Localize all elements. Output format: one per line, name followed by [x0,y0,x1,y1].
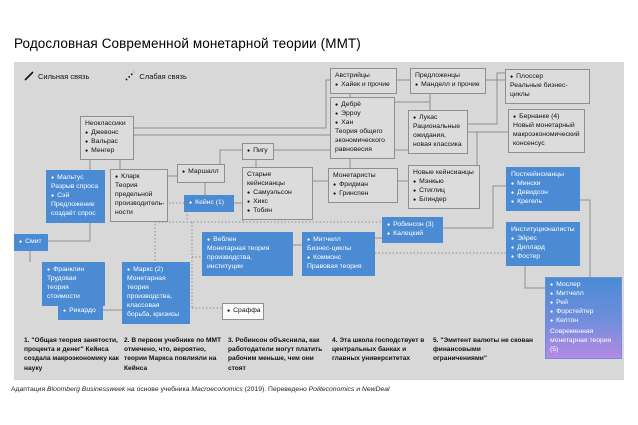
box-label: Манделл и прочие [421,80,480,88]
box-row [85,129,129,138]
box-row [51,174,100,183]
bullet-icon: ● [513,114,517,120]
attribution-segment: Politeconomics [308,386,355,393]
box-row [387,230,438,239]
box-row [307,236,370,245]
box-label: Кейнс (1) [195,199,225,206]
bullet-icon: ● [333,181,337,188]
box-row [127,266,185,275]
box-row [550,290,617,299]
box-label: Келтон [556,317,579,324]
box-row [513,122,580,149]
box-label: Сраффа [233,307,261,314]
box-general-equilibrium [330,97,395,159]
attribution-segment: (2019). Переведено [242,386,309,393]
bullet-icon: ● [335,111,339,117]
bullet-icon: ● [413,178,417,185]
box-label: Эйрес [517,234,537,242]
box-label: Реальные бизнес-циклы [510,82,568,98]
box-row [550,308,617,317]
box-label: Лукас [419,114,438,121]
box-label: Монетарная теория производства, институции [207,245,270,270]
box-label: Сэй [57,191,70,199]
box-marx [122,262,190,324]
bullet-icon: ● [247,198,251,205]
box-label: Веблен [213,236,237,243]
attribution-segment: NewDeal [361,386,390,393]
box-row [511,171,575,180]
box-lucas [408,110,468,154]
box-clark [110,169,168,222]
box-row [307,254,370,263]
box-label: Бизнес-циклы [307,245,352,252]
box-label: Хайек и прочие [341,80,390,88]
box-row [513,113,580,122]
box-row [335,81,392,90]
bullet-icon: ● [387,222,391,228]
box-label: Маршалл [188,168,219,175]
box-monetarists [328,168,398,203]
bullet-icon: ● [413,196,417,203]
bullet-icon: ● [247,207,251,214]
bullet-icon: ● [247,189,251,196]
attribution-segment: Bloomberg Businessweek [47,386,126,393]
bullet-icon: ● [85,147,89,154]
box-label: Предложенцы [415,72,460,79]
box-label: Блиндер [419,195,447,203]
footnote-4: 4. Эта школа господствует в центральных банках и главных университетах [332,337,425,363]
box-row [510,82,585,100]
bullet-icon: ● [550,318,554,324]
box-row [63,307,98,316]
box-row [247,147,269,156]
box-row [413,123,463,150]
box-label: Правовая теория [307,262,362,270]
bullet-icon: ● [510,74,514,80]
box-institutionalists [506,222,580,266]
box-label: Вальрас [91,137,118,145]
box-row [511,226,575,235]
box-row [51,201,100,219]
bullet-icon: ● [247,148,251,154]
attribution-segment: Macroeconomics [191,386,243,393]
box-row [247,198,308,207]
box-row [247,171,308,189]
box-label: Старые кейнсианцы [247,171,285,187]
attribution-segment: Адаптация [11,386,48,393]
box-label: Хикс [253,197,268,205]
box-row [307,245,370,254]
box-row [413,178,475,187]
box-row [227,307,259,316]
box-row [550,281,617,290]
bullet-icon: ● [207,237,211,243]
box-row [335,128,390,155]
box-bernanke [508,109,585,153]
bullet-icon: ● [413,115,417,121]
box-label: Австрийцы [335,72,370,79]
box-row [511,189,575,198]
box-label: Трудовая теория стоимости [47,275,80,300]
bullet-icon: ● [51,192,55,199]
box-malthus-say [46,170,105,223]
box-row [85,120,129,129]
box-label: Эрроу [341,110,361,117]
box-label: Неоклассики [85,120,126,127]
box-robinson-kalecki [382,217,443,243]
bullet-icon: ● [550,291,554,297]
box-row [335,110,390,119]
box-sraffa [222,303,264,320]
bullet-icon: ● [335,102,339,108]
box-label: Плоссер [516,73,544,80]
box-label: Девидсон [517,188,548,196]
box-label: Смит [25,238,42,245]
bullet-icon: ● [511,235,515,242]
bullet-icon: ● [335,120,339,126]
box-row [413,169,475,178]
bullet-icon: ● [51,175,55,181]
box-label: Новые кейнсианцы [413,169,474,176]
box-label: Робинсон (3) [393,221,434,228]
box-row [335,101,390,110]
box-row [511,253,575,262]
box-label: Мослер [556,281,581,288]
box-row [127,275,185,320]
box-label: Разрыв спроса [51,183,99,190]
box-row [47,275,100,302]
bullet-icon: ● [227,308,231,314]
bullet-icon: ● [550,309,554,315]
box-row [511,235,575,244]
box-label: Митчелл [313,236,341,243]
box-row [335,119,390,128]
box-label: Рациональные ожидания, новая классика [413,123,462,148]
box-label: Тобин [253,206,272,214]
box-row [51,192,100,201]
box-label: Джевонс [91,128,119,136]
bullet-icon: ● [511,198,515,205]
box-label: Фостер [517,252,541,260]
bullet-icon: ● [550,282,554,288]
box-label: Менгер [91,146,115,154]
bullet-icon: ● [413,187,417,194]
box-row [333,172,393,181]
box-label: Современная монетарная теория (5) [550,328,612,353]
box-label: Рикардо [69,307,96,314]
box-label: Дебрё [341,101,361,108]
box-row [51,183,100,192]
box-row [415,72,481,81]
box-label: Мэнкью [419,177,444,185]
box-row [307,263,370,272]
box-label: Стиглиц [419,186,445,194]
box-row [85,147,129,156]
box-label: Мальтус [57,174,84,181]
box-row [387,221,438,230]
bullet-icon: ● [19,239,23,245]
box-label: Пигу [253,147,268,154]
footnote-2: 2. В первом учебнике по ММТ отмечено, что, вероятно, теории Маркса повлияли на Кейнса [124,337,222,372]
bullet-icon: ● [127,267,131,273]
bullet-icon: ● [115,174,119,180]
box-label: Фридман [339,180,369,188]
box-label: Монетарная теория производства, классовая борьба, кризисы [127,275,180,318]
box-label: Крегель [517,197,543,205]
box-label: Монетаристы [333,172,376,179]
box-label: Калецкий [393,230,424,237]
box-label: Институционалисты [511,226,575,233]
box-row [85,138,129,147]
box-label: Гринспен [339,189,369,197]
legend-weak-label: Слабая связь [139,71,187,81]
box-row [550,328,617,355]
footnote-3: 3. Робинсон объяснила, как работодатели могут платить рабочим меньше, чем они стоят [228,337,323,372]
bullet-icon: ● [387,231,391,237]
box-label: Посткейнсианцы [511,171,565,178]
attribution [11,386,390,393]
box-row [335,72,392,81]
page-title: Родословная Современной монетарной теории (ММТ) [14,36,361,51]
box-row [207,236,288,245]
box-label: Коммонс [313,253,342,261]
box-label: Рей [556,299,568,306]
bullet-icon: ● [85,138,89,145]
box-row [415,81,481,90]
box-label: Новый монетарный макроэкономический консенсус [513,122,580,147]
box-row [47,266,100,275]
box-label: Маркс (2) [133,266,164,273]
bullet-icon: ● [511,253,515,260]
box-row [333,181,393,190]
box-row [413,196,475,205]
bullet-icon: ● [511,180,515,187]
box-veblen [202,232,293,276]
box-label: Диллард [517,243,545,251]
bullet-icon: ● [63,308,67,314]
bullet-icon: ● [182,169,186,175]
box-pigou [242,143,274,160]
bullet-icon: ● [307,237,311,243]
box-neoclassics [80,116,134,160]
box-row [247,207,308,216]
box-label: Мински [517,179,541,187]
box-label: Теория предельной производитель- ности [115,182,165,216]
box-plosser [505,69,590,104]
box-label: Хан [341,119,354,126]
bullet-icon: ● [335,81,339,88]
box-label: Самуэльсон [253,188,292,196]
bullet-icon: ● [85,129,89,136]
box-austrians [330,68,397,94]
box-row [247,189,308,198]
bullet-icon: ● [511,244,515,251]
box-keynes [184,195,234,212]
box-mmt [545,277,622,359]
box-row [189,199,229,208]
box-row [511,244,575,253]
legend-strong-label: Сильная связь [38,71,90,81]
bullet-icon: ● [415,81,419,88]
bullet-icon: ● [47,267,51,273]
box-mitchell-commons [302,232,375,276]
bullet-icon: ● [189,200,193,206]
box-label: Форстейтер [556,308,594,315]
box-label: Бернанке (4) [519,113,560,120]
box-row [511,180,575,189]
attribution-segment: на основе учебника [125,386,192,393]
box-new-keynesians [408,165,480,209]
box-row [511,198,575,207]
box-supply-siders [410,68,486,94]
bullet-icon: ● [511,189,515,196]
box-label: Кларк [121,173,140,180]
box-label: Предложение создаёт спрос [51,200,96,217]
bullet-icon: ● [333,190,337,197]
box-row [550,299,617,308]
box-post-keynesians [506,167,580,211]
box-franklin [42,262,105,306]
box-ricardo [58,303,103,320]
box-row [333,190,393,199]
box-row [510,73,585,82]
box-smith [14,234,48,251]
box-old-keynesians [242,167,313,220]
box-row [115,182,163,218]
box-row [413,187,475,196]
bullet-icon: ● [550,300,554,306]
footnote-1: 1. "Общая теория занятости, процента и денег" Кейнса создала макроэкономику как науку [24,337,119,372]
box-label: Франклин [53,266,85,273]
attribution-segment: и [354,386,362,393]
bullet-icon: ● [307,254,311,261]
box-row [550,317,617,326]
box-row [413,114,463,123]
box-label: Митчелл [556,290,584,297]
box-marshall [177,164,225,183]
box-label: Теория общего экономического равновесия [335,128,385,153]
footnote-5: 5. "Эмитент валюты не скован финансовыми ограничениями" [433,337,534,363]
box-row [207,245,288,272]
box-row [182,168,220,177]
box-row [115,173,163,182]
box-row [19,238,43,247]
